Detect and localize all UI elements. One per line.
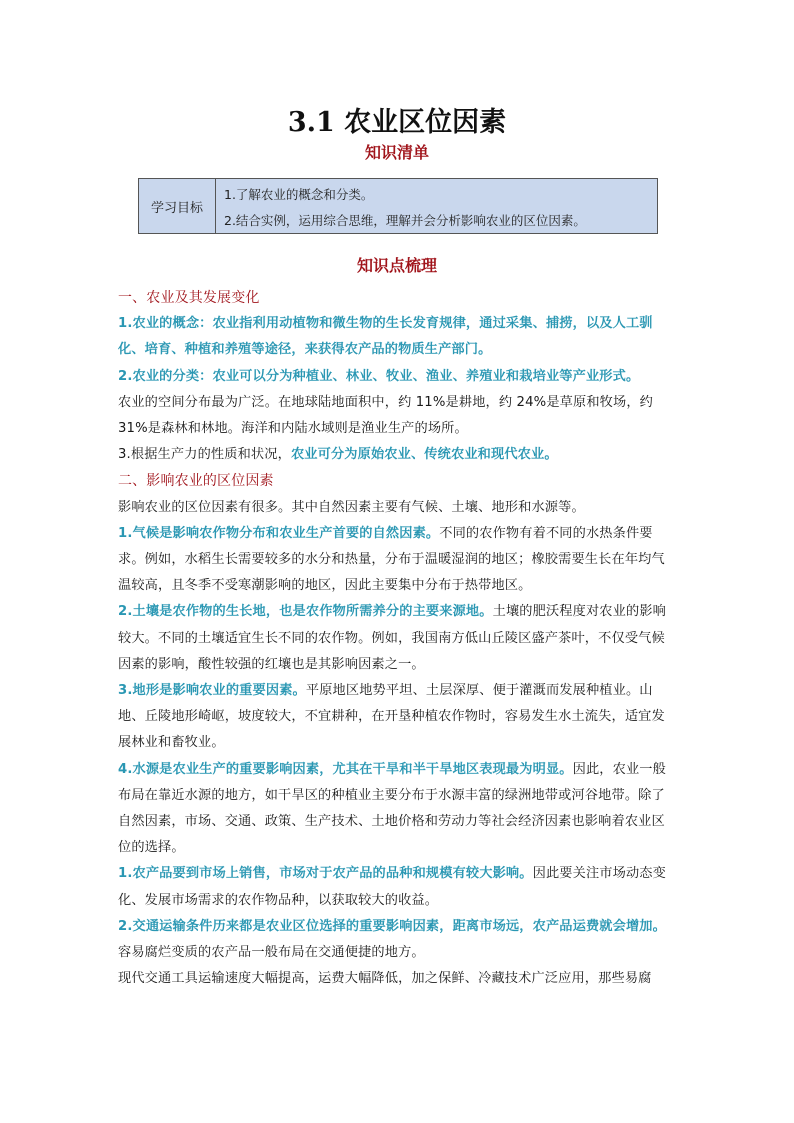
paragraph-text: 土壤的肥沃程度对农业的影响较大。不同的土壤适宜生长不同的农作物。例如，我国南方低山丘陵区盛产茶叶，不仅受气候因素的影响，酸性较强的红壤也是其影响因素之一。	[118, 604, 666, 672]
paragraph-text: 因此，农业一般布局在靠近水源的地方，如干旱区的种植业主要分布于水源丰富的绿洲地带或河谷地带。除了自然因素，市场、交通、政策、生产技术、土地价格和劳动力等社会经济因素也影响着农业区位的选择。	[118, 761, 666, 856]
learning-goals-label: 学习目标	[139, 179, 216, 233]
paragraph-lead: 3.根据生产力的性质和状况，	[118, 447, 291, 463]
paragraph-productivity	[118, 442, 678, 468]
highlight-text: 1.农产品要到市场上销售，市场对于农产品的品种和规模有较大影响。	[118, 866, 533, 882]
learning-goals-table	[138, 178, 658, 234]
paragraph-transport	[118, 914, 678, 966]
highlight-text: 4.水源是农业生产的重要影响因素，尤其在干旱和半干旱地区表现最为明显。	[118, 761, 573, 777]
paragraph-water	[118, 757, 678, 862]
highlight-text: 1.气候是影响农作物分布和农业生产首要的自然因素。	[118, 525, 440, 541]
paragraph-terrain	[118, 678, 678, 757]
highlight-text: 3.地形是影响农业的重要因素。	[118, 683, 306, 699]
paragraph-text: 平原地区地势平坦、土层深厚、便于灌溉而发展种植业。山地、丘陵地形崎岖，坡度较大，不宜耕种，在开垦种植农作物时，容易发生水土流失，适宜发展林业和畜牧业。	[118, 683, 665, 751]
paragraph-text: 不同的农作物有着不同的水热条件要求。例如，水稻生长需要较多的水分和热量，分布于温暖湿润的地区；橡胶需要生长在年均气温较高，且冬季不受寒潮影响的地区，因此主要集中分布于热带地区。	[118, 525, 665, 594]
highlight-text: 2.土壤是农作物的生长地，也是农作物所需养分的主要来源地。	[118, 604, 493, 620]
paragraph-agriculture-concept: 1.农业的概念：农业指利用动植物和微生物的生长发育规律，通过采集、捕捞，以及人工驯化、培育、种植和养殖等途径，来获得农产品的物质生产部门。	[118, 316, 653, 358]
document-body	[118, 285, 678, 992]
paragraph-text: 因此要关注市场动态变化、发展市场需求的农作物品种，以获取较大的收益。	[118, 866, 666, 908]
highlight-text: 农业可分为原始农业、传统农业和现代农业。	[290, 447, 558, 463]
paragraph-soil	[118, 599, 678, 678]
paragraph-factors-intro: 影响农业的区位因素有很多。其中自然因素主要有气候、土壤、地形和水源等。	[118, 499, 585, 515]
paragraph-market	[118, 861, 678, 913]
highlight-text: 2.交通运输条件历来都是农业区位选择的重要影响因素，距离市场远，农产品运费就会增加。	[118, 918, 666, 934]
paragraph-agriculture-classification: 2.农业的分类：农业可以分为种植业、林业、牧业、渔业、养殖业和栽培业等产业形式。	[118, 368, 640, 384]
paragraph-climate	[118, 521, 678, 600]
learning-goal-item: 2.结合实例，运用综合思维，理解并会分析影响农业的区位因素。	[224, 213, 586, 228]
paragraph-modern-transport: 现代交通工具运输速度大幅提高，运费大幅降低，加之保鲜、冷藏技术广泛应用，那些易腐	[118, 971, 652, 987]
heading-2: 二、影响农业的区位因素	[118, 473, 274, 490]
learning-goal-item: 1.了解农业的概念和分类。	[224, 187, 374, 202]
heading-1: 一、农业及其发展变化	[118, 290, 260, 306]
page-subtitle: 知识清单	[364, 143, 429, 162]
paragraph-text: 容易腐烂变质的农产品一般布局在交通便捷的地方。	[118, 945, 425, 961]
section-title: 知识点梳理	[356, 256, 437, 275]
learning-goals-list	[216, 179, 657, 233]
page-title: 3.1 农业区位因素	[287, 107, 507, 138]
paragraph-spatial-distribution: 农业的空间分布最为广泛。在地球陆地面积中，约 11%是耕地，约 24%是草原和牧场，约31%是森林和林地。海洋和内陆水域则是渔业生产的场所。	[118, 394, 654, 437]
